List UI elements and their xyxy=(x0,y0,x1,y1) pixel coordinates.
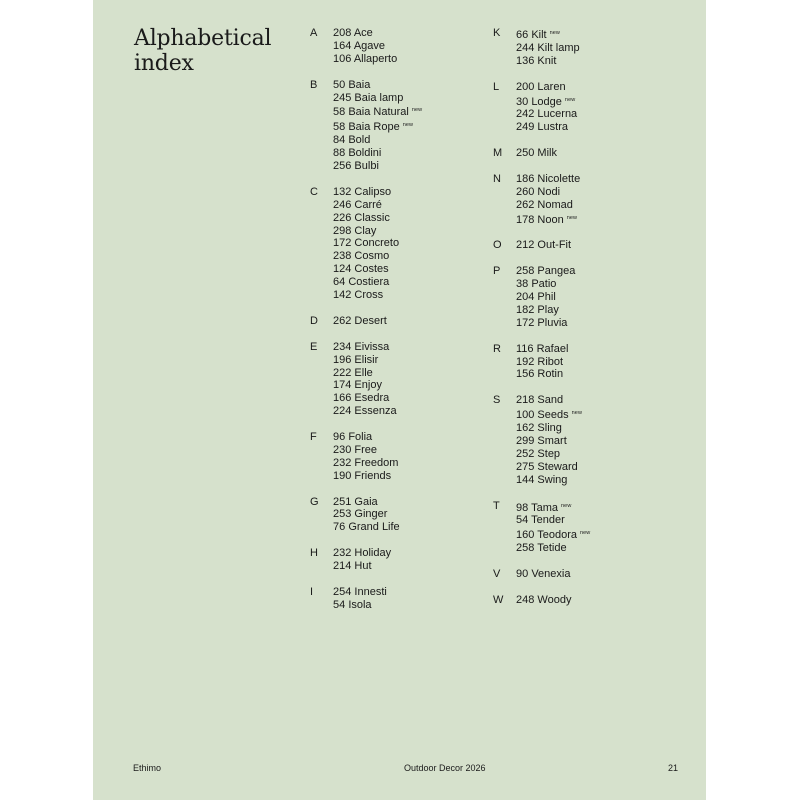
entry-name: Tetide xyxy=(537,542,567,555)
entry-name: Milk xyxy=(537,147,557,160)
index-entry xyxy=(333,160,422,173)
entry-page-number: 166 xyxy=(333,392,352,405)
entry-page-number: 232 xyxy=(333,547,352,560)
entry-page-number: 234 xyxy=(333,340,352,353)
entry-name: Costes xyxy=(354,263,389,276)
entry-name: Elle xyxy=(354,366,373,379)
entry-page-number: 230 xyxy=(333,443,352,456)
index-entry xyxy=(516,368,590,381)
index-entry xyxy=(333,250,422,263)
entry-page-number: 58 xyxy=(333,106,346,119)
index-column-left xyxy=(310,27,422,625)
index-entry xyxy=(333,341,422,354)
index-entry xyxy=(516,42,590,55)
index-letter: E xyxy=(310,340,318,353)
index-entry xyxy=(333,40,422,53)
entry-page-number: 248 xyxy=(516,593,535,606)
index-entry xyxy=(516,304,590,317)
index-entry xyxy=(516,422,590,435)
index-entry xyxy=(333,134,422,147)
index-group xyxy=(310,341,422,418)
entry-page-number: 30 xyxy=(516,95,529,108)
index-letter: F xyxy=(310,431,317,444)
entry-name: Lucerna xyxy=(537,108,578,121)
entry-name: Sand xyxy=(537,394,564,407)
entry-page-number: 256 xyxy=(333,160,352,173)
entry-name: Sling xyxy=(537,422,562,435)
index-group xyxy=(493,568,590,581)
index-entry xyxy=(516,147,590,160)
index-letter: R xyxy=(493,342,501,355)
index-entry xyxy=(516,394,590,407)
index-entry xyxy=(333,521,422,534)
index-group xyxy=(310,547,422,573)
index-group xyxy=(493,265,590,330)
entry-name: Friends xyxy=(354,469,392,482)
entry-name: Holiday xyxy=(354,547,392,560)
entry-name: Ginger xyxy=(354,508,388,521)
index-group xyxy=(310,186,422,302)
index-entry xyxy=(516,278,590,291)
new-badge: new xyxy=(571,410,583,417)
entry-page-number: 214 xyxy=(333,560,352,573)
entry-page-number: 190 xyxy=(333,469,352,482)
entry-page-number: 196 xyxy=(333,353,352,366)
entry-name: Venexia xyxy=(531,568,571,581)
index-group xyxy=(493,239,590,252)
new-badge: new xyxy=(579,530,591,537)
index-letter: C xyxy=(310,185,318,198)
index-entries xyxy=(333,186,422,302)
index-entry xyxy=(333,263,422,276)
index-entries xyxy=(333,79,422,173)
index-entry xyxy=(333,276,422,289)
entry-name: Pluvia xyxy=(537,316,568,329)
entry-page-number: 156 xyxy=(516,368,535,381)
new-badge: new xyxy=(566,214,578,221)
entry-page-number: 262 xyxy=(333,314,352,327)
index-entry xyxy=(333,599,422,612)
entry-page-number: 144 xyxy=(516,473,535,486)
entry-page-number: 178 xyxy=(516,213,535,226)
entry-page-number: 50 xyxy=(333,78,346,91)
entry-name: Elisir xyxy=(354,353,379,366)
index-entry xyxy=(333,289,422,302)
entry-name: Knit xyxy=(537,54,557,67)
entry-page-number: 116 xyxy=(516,342,534,355)
entry-page-number: 258 xyxy=(516,265,535,278)
entry-page-number: 174 xyxy=(333,379,352,392)
new-badge: new xyxy=(564,96,576,103)
index-entry xyxy=(333,547,422,560)
footer-brand: Ethimo xyxy=(133,763,162,773)
entry-page-number: 192 xyxy=(516,355,535,368)
entry-page-number: 246 xyxy=(333,198,352,211)
index-entry xyxy=(516,94,590,109)
entry-name: Calipso xyxy=(354,185,392,198)
entry-page-number: 54 xyxy=(516,514,529,527)
entry-page-number: 212 xyxy=(516,239,535,252)
entry-page-number: 249 xyxy=(516,121,535,134)
index-entry xyxy=(333,457,422,470)
entry-name: Nomad xyxy=(537,198,573,211)
index-entry xyxy=(333,470,422,483)
entry-page-number: 275 xyxy=(516,460,535,473)
entry-name: Tender xyxy=(531,514,565,527)
index-letter: N xyxy=(493,172,501,185)
index-entry xyxy=(516,265,590,278)
entry-name: Hut xyxy=(354,560,372,573)
entry-name: Eivissa xyxy=(354,340,390,353)
index-group xyxy=(493,147,590,160)
entry-name: Baia Natural xyxy=(348,106,409,119)
entry-name: Freedom xyxy=(354,456,399,469)
entry-name: Kilt xyxy=(531,29,547,41)
index-entry xyxy=(516,500,590,515)
entry-page-number: 58 xyxy=(333,121,346,134)
index-entry xyxy=(333,315,422,328)
index-entry xyxy=(516,317,590,330)
entry-page-number: 260 xyxy=(516,185,535,198)
index-group xyxy=(310,586,422,612)
page-title: Alphabetical index xyxy=(134,26,272,76)
entry-name: Rotin xyxy=(537,368,564,381)
index-entry xyxy=(516,343,590,356)
entry-page-number: 136 xyxy=(516,54,535,67)
entry-page-number: 160 xyxy=(516,529,535,542)
entry-name: Enjoy xyxy=(354,379,382,392)
entry-name: Clay xyxy=(354,224,377,237)
entry-page-number: 252 xyxy=(516,447,535,460)
footer-publication: Outdoor Decor 2026 xyxy=(404,763,486,773)
entry-name: Desert xyxy=(354,314,387,327)
index-group xyxy=(493,394,590,486)
index-entry xyxy=(333,79,422,92)
index-entry xyxy=(516,527,590,542)
entry-name: Concreto xyxy=(354,237,400,250)
index-entry xyxy=(333,392,422,405)
index-entry xyxy=(516,356,590,369)
entry-name: Noon xyxy=(537,213,564,226)
entry-name: Patio xyxy=(531,278,557,291)
entry-name: Essenza xyxy=(354,405,397,418)
entry-name: Isola xyxy=(348,598,372,611)
index-letter: S xyxy=(493,394,501,407)
entry-name: Nodi xyxy=(537,185,561,198)
entry-page-number: 258 xyxy=(516,542,535,555)
footer-page-number: 21 xyxy=(667,763,678,773)
index-entry xyxy=(333,560,422,573)
index-letter: A xyxy=(310,27,318,39)
entry-name: Allaperto xyxy=(353,52,398,65)
entry-page-number: 142 xyxy=(333,289,352,302)
entry-name: Baia xyxy=(348,78,371,91)
index-entry xyxy=(516,594,590,607)
index-entries xyxy=(333,431,422,483)
index-entry xyxy=(516,514,590,527)
index-entries xyxy=(516,173,590,227)
entry-name: Rafael xyxy=(536,342,569,355)
entry-name: Out-Fit xyxy=(537,239,572,252)
index-entry xyxy=(333,431,422,444)
entry-page-number: 100 xyxy=(516,409,535,422)
index-entry xyxy=(516,121,590,134)
entry-name: Innesti xyxy=(354,585,387,598)
index-entries xyxy=(516,265,590,330)
entry-page-number: 64 xyxy=(333,276,346,289)
entry-page-number: 208 xyxy=(333,27,352,39)
index-entry xyxy=(333,508,422,521)
index-entries xyxy=(516,343,590,382)
index-entry xyxy=(333,104,422,119)
index-letter: I xyxy=(310,585,314,598)
index-letter: P xyxy=(493,265,501,278)
index-entries xyxy=(333,315,422,328)
index-entry xyxy=(333,586,422,599)
catalog-page xyxy=(93,0,706,800)
index-group xyxy=(310,496,422,535)
entry-page-number: 250 xyxy=(516,147,535,160)
entry-name: Steward xyxy=(537,460,578,473)
index-group xyxy=(310,431,422,483)
entry-name: Ace xyxy=(353,27,373,39)
entry-name: Cosmo xyxy=(354,250,390,263)
entry-page-number: 222 xyxy=(333,366,352,379)
entry-page-number: 245 xyxy=(333,91,352,104)
index-entry xyxy=(516,186,590,199)
entry-page-number: 186 xyxy=(516,172,535,185)
index-letter: G xyxy=(310,495,319,508)
index-entry xyxy=(333,379,422,392)
index-group xyxy=(493,343,590,382)
index-entry xyxy=(333,225,422,238)
entry-name: Free xyxy=(354,443,378,456)
entry-name: Phil xyxy=(537,291,556,304)
entry-page-number: 164 xyxy=(333,39,352,52)
index-group xyxy=(493,173,590,227)
index-entry xyxy=(516,173,590,186)
index-entry xyxy=(516,448,590,461)
entry-name: Teodora xyxy=(537,529,577,542)
index-entry xyxy=(516,435,590,448)
index-entry xyxy=(333,27,422,40)
entry-page-number: 96 xyxy=(333,431,346,444)
index-entry xyxy=(516,55,590,68)
index-letter: V xyxy=(493,568,501,581)
new-badge: new xyxy=(402,122,414,129)
entry-page-number: 226 xyxy=(333,211,352,224)
entry-name: Cross xyxy=(354,289,384,302)
index-group xyxy=(493,500,590,556)
entry-name: Lustra xyxy=(537,121,568,134)
entry-page-number: 66 xyxy=(516,29,529,41)
entry-name: Tama xyxy=(531,501,559,514)
entry-name: Costiera xyxy=(348,276,390,289)
index-entry xyxy=(516,27,590,42)
entry-page-number: 251 xyxy=(333,495,352,508)
index-entry xyxy=(333,444,422,457)
entry-page-number: 98 xyxy=(516,501,529,514)
index-entry xyxy=(516,199,590,212)
index-entries xyxy=(333,496,422,535)
index-entry xyxy=(333,186,422,199)
entry-name: Woody xyxy=(537,593,572,606)
entry-page-number: 242 xyxy=(516,108,535,121)
entry-name: Kilt lamp xyxy=(537,41,580,54)
entry-page-number: 124 xyxy=(333,263,352,276)
index-letter: B xyxy=(310,78,318,91)
index-entries xyxy=(516,147,590,160)
entry-name: Smart xyxy=(537,434,567,447)
entry-page-number: 38 xyxy=(516,278,529,291)
index-group xyxy=(493,594,590,607)
index-entry xyxy=(333,92,422,105)
index-entry xyxy=(333,354,422,367)
entry-page-number: 232 xyxy=(333,456,352,469)
index-entries xyxy=(516,594,590,607)
entry-name: Esedra xyxy=(354,392,390,405)
entry-name: Baia lamp xyxy=(354,91,404,104)
entry-name: Laren xyxy=(537,80,566,93)
index-letter: M xyxy=(493,147,503,160)
index-entry xyxy=(333,119,422,134)
entry-page-number: 298 xyxy=(333,224,352,237)
entry-name: Lodge xyxy=(531,95,562,108)
entry-page-number: 262 xyxy=(516,198,535,211)
index-group xyxy=(310,315,422,328)
entry-name: Folia xyxy=(348,431,373,444)
entry-page-number: 218 xyxy=(516,394,535,407)
index-entry xyxy=(516,81,590,94)
entry-page-number: 54 xyxy=(333,598,346,611)
entry-page-number: 76 xyxy=(333,521,346,534)
index-letter: O xyxy=(493,239,502,252)
index-entry xyxy=(516,542,590,555)
index-entry xyxy=(333,496,422,509)
index-entry xyxy=(333,53,422,66)
index-entries xyxy=(516,394,590,486)
entry-page-number: 84 xyxy=(333,134,346,147)
entry-page-number: 90 xyxy=(516,568,529,581)
entry-name: Play xyxy=(537,303,559,316)
index-entries xyxy=(516,568,590,581)
index-entry xyxy=(333,237,422,250)
entry-name: Seeds xyxy=(537,409,569,422)
entry-name: Swing xyxy=(537,473,568,486)
entry-page-number: 253 xyxy=(333,508,352,521)
entry-name: Boldini xyxy=(348,147,382,160)
index-entry xyxy=(516,407,590,422)
index-entries xyxy=(333,547,422,573)
entry-page-number: 182 xyxy=(516,303,535,316)
entry-page-number: 224 xyxy=(333,405,352,418)
entry-name: Step xyxy=(537,447,561,460)
index-entries xyxy=(333,27,422,66)
index-column-right xyxy=(493,27,590,620)
index-entry xyxy=(333,405,422,418)
index-entries xyxy=(333,586,422,612)
entry-page-number: 172 xyxy=(516,316,535,329)
entry-page-number: 204 xyxy=(516,291,535,304)
index-entry xyxy=(516,239,590,252)
entry-page-number: 254 xyxy=(333,585,352,598)
index-entries xyxy=(516,81,590,135)
index-entries xyxy=(333,341,422,418)
index-letter: T xyxy=(493,499,500,512)
entry-name: Nicolette xyxy=(537,172,581,185)
index-entry xyxy=(516,108,590,121)
index-entry xyxy=(333,367,422,380)
entry-name: Classic xyxy=(354,211,390,224)
index-entry xyxy=(516,212,590,227)
index-entries xyxy=(516,500,590,556)
entry-page-number: 244 xyxy=(516,41,535,54)
index-entry xyxy=(333,199,422,212)
entry-name: Gaia xyxy=(354,495,378,508)
new-badge: new xyxy=(549,30,560,36)
index-entry xyxy=(516,291,590,304)
entry-name: Carré xyxy=(354,198,382,211)
index-group xyxy=(493,27,590,68)
entry-name: Bold xyxy=(348,134,371,147)
index-group xyxy=(310,27,422,66)
entry-page-number: 172 xyxy=(333,237,352,250)
index-letter: W xyxy=(493,593,504,606)
entry-page-number: 106 xyxy=(333,52,352,65)
entry-name: Pangea xyxy=(537,265,576,278)
index-letter: D xyxy=(310,314,318,327)
entry-page-number: 299 xyxy=(516,434,535,447)
entry-name: Bulbi xyxy=(354,160,379,173)
new-badge: new xyxy=(411,107,423,114)
entry-page-number: 88 xyxy=(333,147,346,160)
entry-name: Grand Life xyxy=(348,521,400,534)
index-letter: L xyxy=(493,80,500,93)
index-entries xyxy=(516,239,590,252)
index-entry xyxy=(516,474,590,487)
index-letter: K xyxy=(493,27,501,39)
index-entries xyxy=(516,27,590,68)
entry-name: Baia Rope xyxy=(348,121,400,134)
index-entry xyxy=(333,147,422,160)
index-group xyxy=(310,79,422,173)
index-entry xyxy=(516,568,590,581)
new-badge: new xyxy=(561,502,572,509)
index-entry xyxy=(516,461,590,474)
entry-name: Agave xyxy=(353,39,386,52)
index-entry xyxy=(333,212,422,225)
index-group xyxy=(493,81,590,135)
entry-name: Ribot xyxy=(537,355,564,368)
entry-page-number: 200 xyxy=(516,80,535,93)
index-letter: H xyxy=(310,547,318,560)
entry-page-number: 162 xyxy=(516,422,535,435)
entry-page-number: 132 xyxy=(333,185,352,198)
entry-page-number: 238 xyxy=(333,250,352,263)
